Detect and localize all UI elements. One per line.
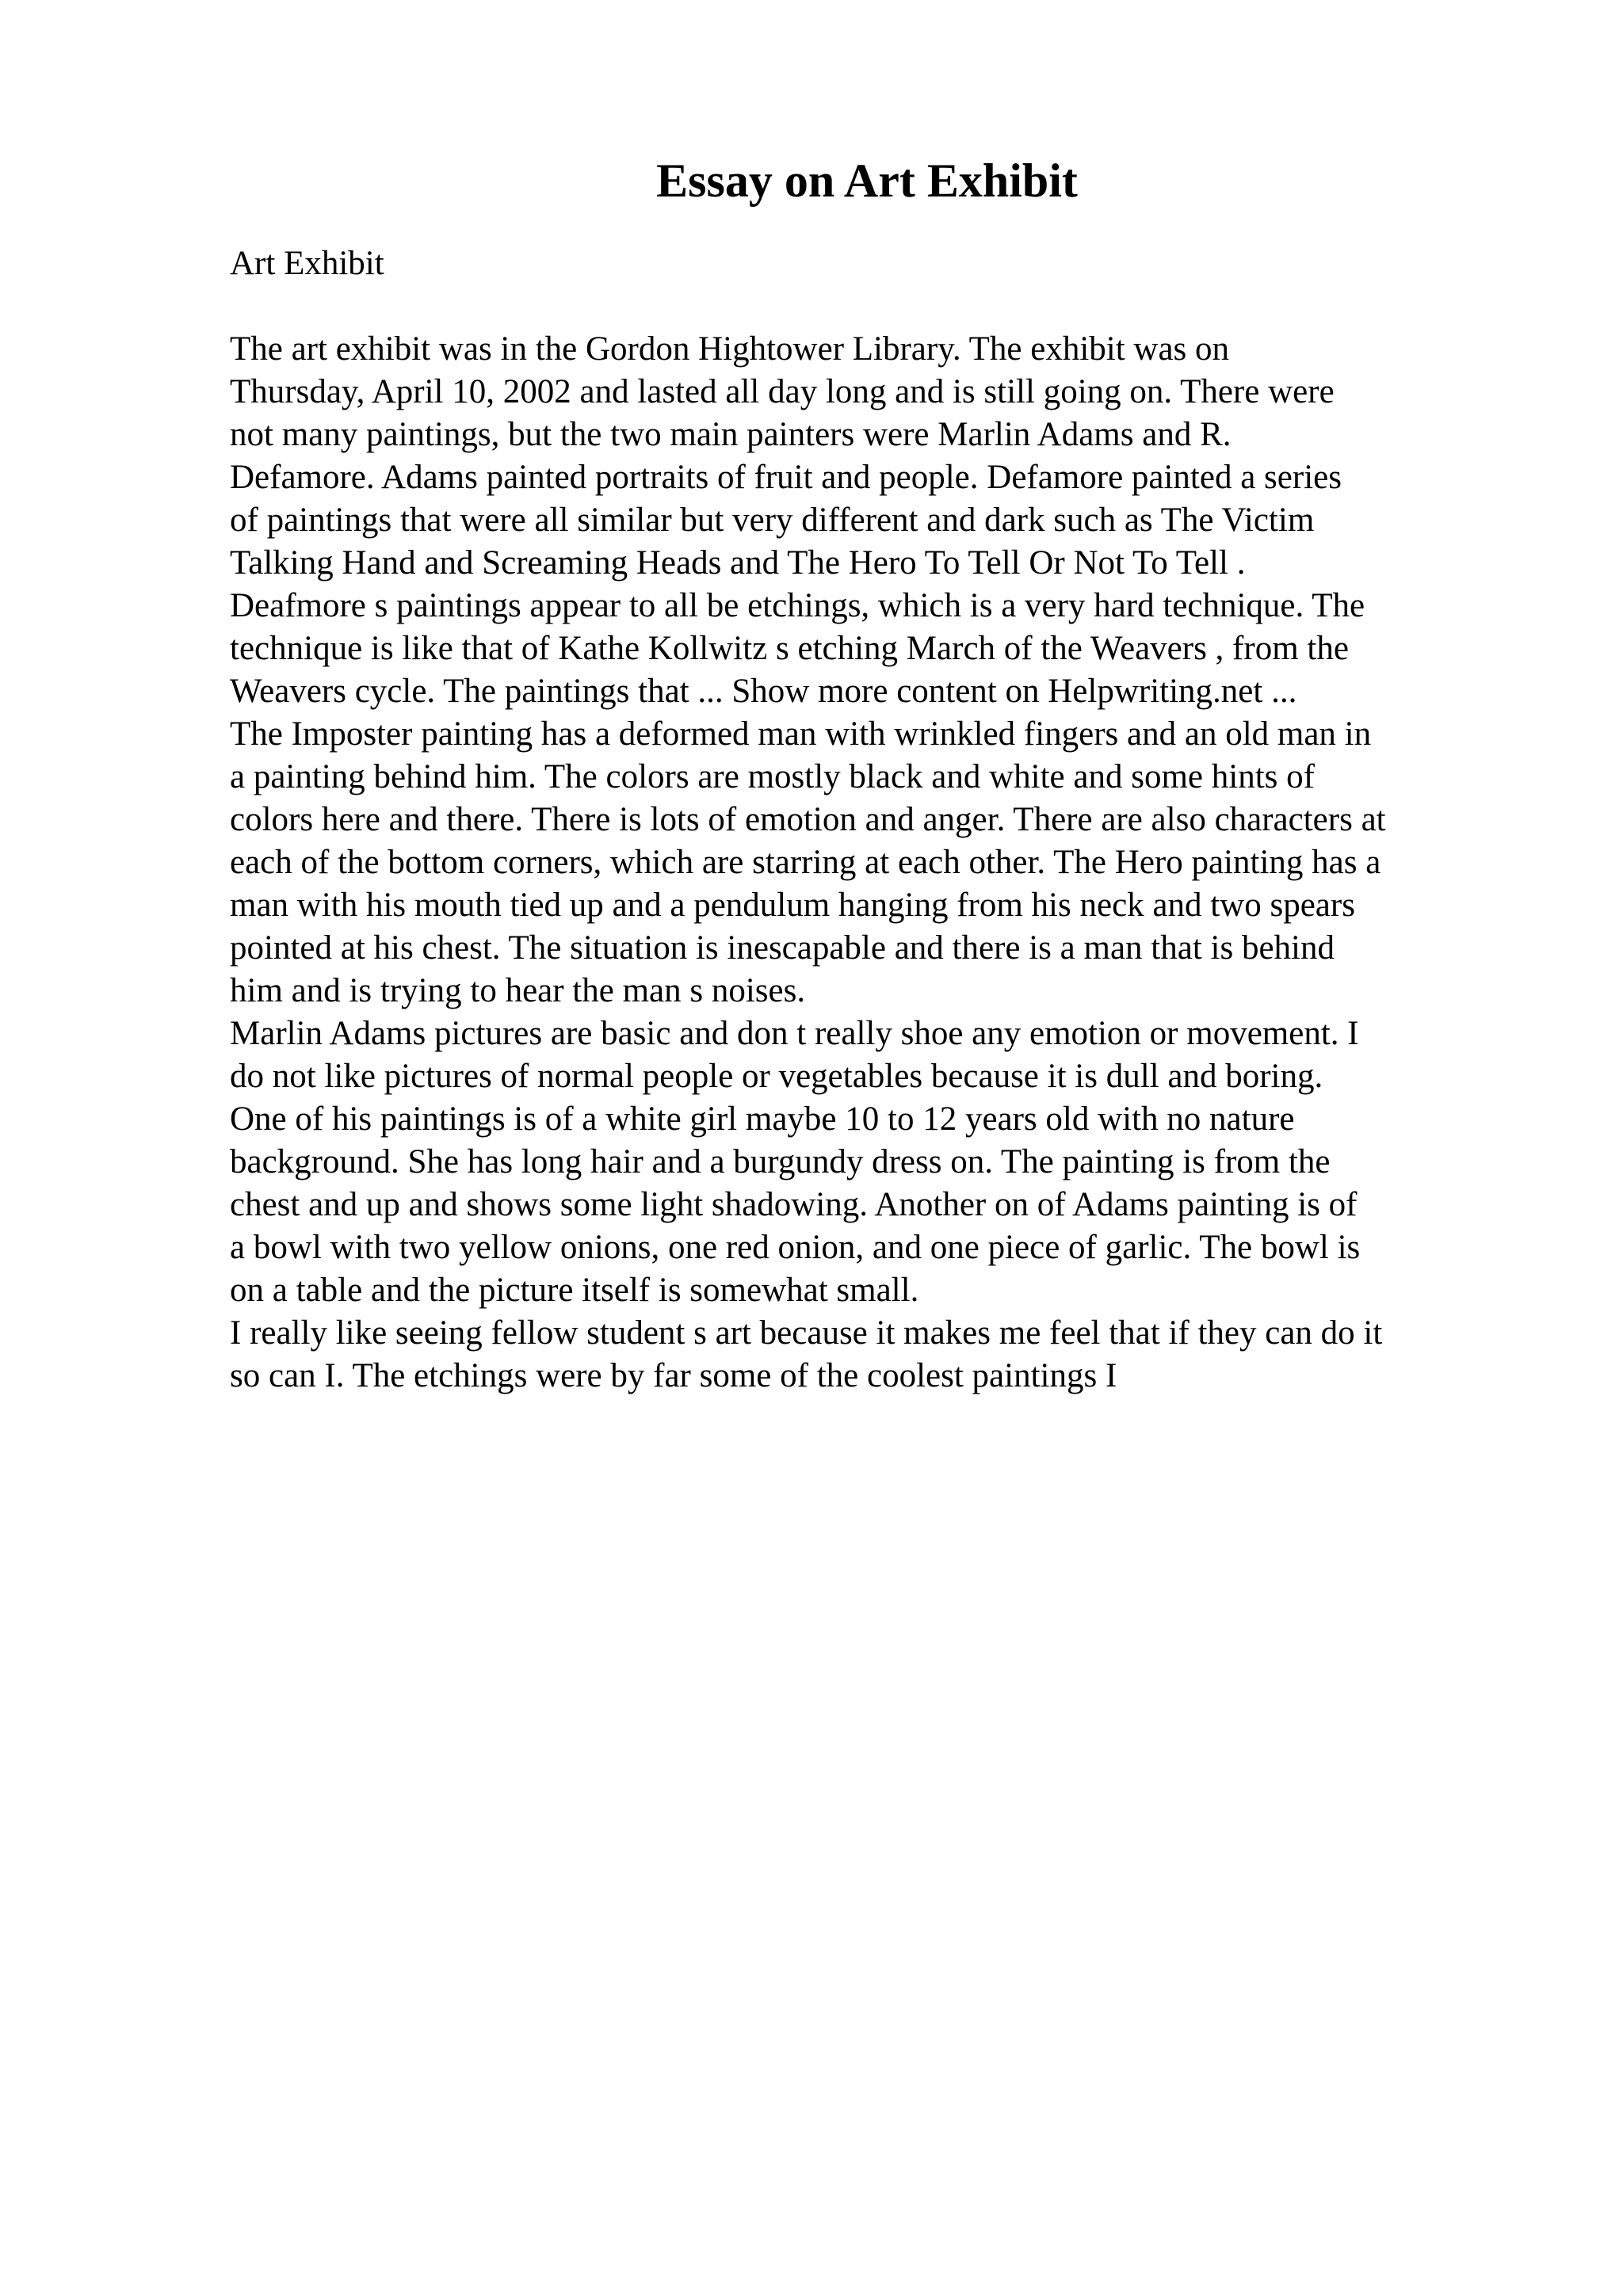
paragraph-imposter-painting: The Imposter painting has a deformed man with wrinkled fingers and an old man in a painting behind him. The colors are mostly black and white and some hints of colors here and there. There is lots of emotion and anger. There are also characters at each of the bottom corners, which are starring at each other. The Hero painting has a man with his mouth tied up and a pendulum hanging from his neck and two spears pointed at his chest. The situation is inescapable and there is a man that is behind him and is trying to hear the man s noises.	[230, 715, 1386, 1009]
document-body	[230, 242, 1498, 1398]
paragraph-marlin-adams: Marlin Adams pictures are basic and don t really shoe any emotion or movement. I do not like pictures of normal people or vegetables because it is dull and boring. One of his paintings is of a white girl maybe 10 to 12 years old with no nature background. She has long hair and a burgundy dress on. The painting is from the chest and up and shows some light shadowing. Another on of Adams painting is of a bowl with two yellow onions, one red onion, and one piece of garlic. The bowl is on a table and the picture itself is somewhat small.	[230, 1015, 1361, 1309]
document-title: Essay on Art Exhibit	[656, 154, 1078, 207]
paragraph-conclusion: I really like seeing fellow student s art because it makes me feel that if they can do it so can I. The etchings were by far some of the coolest paintings I	[230, 1314, 1383, 1394]
paragraph-exhibit-intro: The art exhibit was in the Gordon Hightower Library. The exhibit was on Thursday, April 10, 2002 and lasted all day long and is still going on. There were not many paintings, but the two main painters were Marlin Adams and R. Defamore. Adams painted portraits of fruit and people. Defamore painted a series of paintings that were all similar but very different and dark such as The Victim Talking Hand and Screaming Heads and The Hero To Tell Or Not To Tell . Deafmore s paintings appear to all be etchings, which is a very hard technique. The technique is like that of Kathe Kollwitz s etching March of the Weavers , from the Weavers cycle. The paintings that ... Show more content on Helpwriting.net ...	[230, 330, 1365, 710]
document-subtitle: Art Exhibit	[230, 245, 384, 282]
